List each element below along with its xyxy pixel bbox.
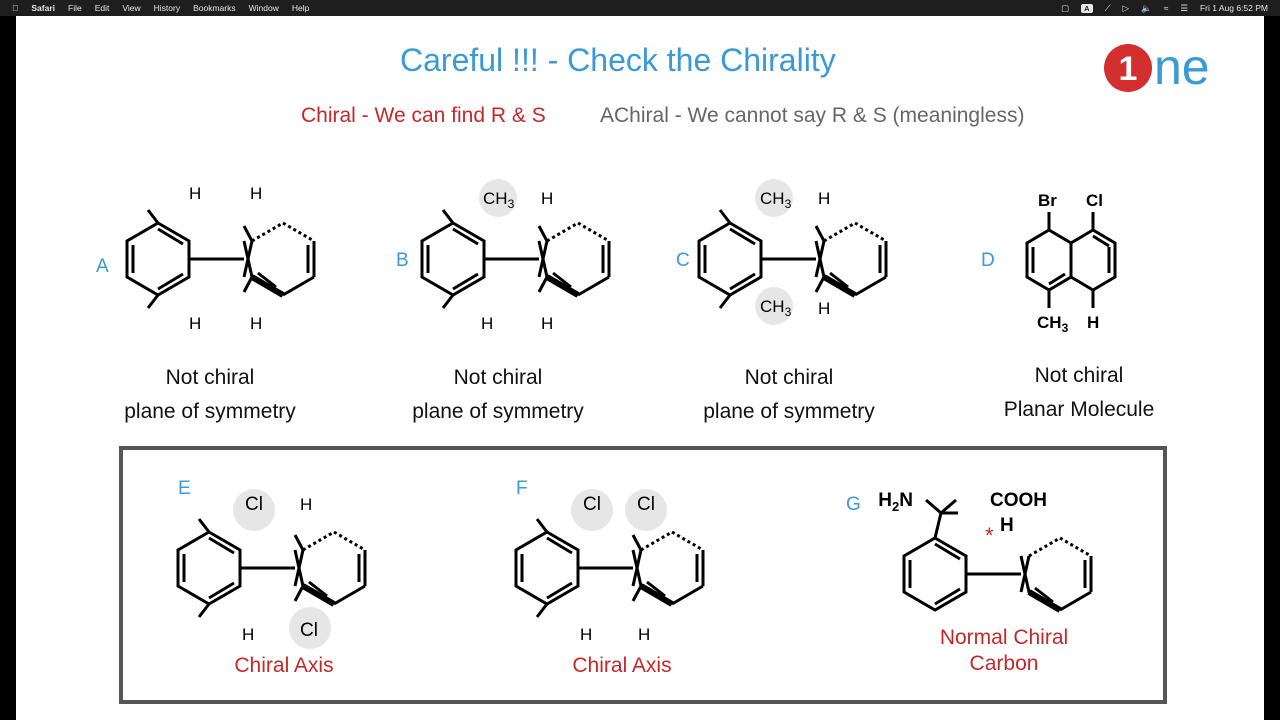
menu-edit[interactable]: Edit <box>88 3 103 13</box>
molecule-e <box>178 478 365 649</box>
apple-icon[interactable] <box>12 3 18 13</box>
menu-window[interactable]: Window <box>242 3 273 13</box>
molecule-b <box>396 179 609 333</box>
clock[interactable]: Fri 1 Aug 6:52 PM <box>1199 3 1268 13</box>
caption-e: Chiral Axis <box>234 654 334 677</box>
molecule-f <box>516 478 703 644</box>
label-e: E <box>178 478 191 499</box>
a-h3: H <box>250 184 263 203</box>
achiral-definition: AChiral - We cannot say R & S (meaningless) <box>600 104 1025 127</box>
menu-view[interactable]: View <box>115 3 135 13</box>
a-h2: H <box>189 314 202 333</box>
a-h1: H <box>189 184 202 203</box>
caption-a: Not chiral plane of symmetry <box>124 366 296 423</box>
d-br: Br <box>1038 191 1057 210</box>
e-cl1: Cl <box>245 494 263 515</box>
b-h3: H <box>541 314 554 333</box>
volume-icon[interactable]: 🔈 <box>1141 2 1152 13</box>
e-h1: H <box>300 495 313 514</box>
f-cl1: Cl <box>583 494 601 515</box>
label-b: B <box>396 250 409 271</box>
label-d: D <box>981 250 995 271</box>
svg-text:CH3: $CH_3$ <box>1037 313 1069 335</box>
f-cl2: Cl <box>637 494 655 515</box>
svg-text:CH3: $CH_3$ <box>760 189 792 211</box>
b-ch3: CH <box>483 189 508 208</box>
caption-d: Not chiral Planar Molecule <box>1003 364 1155 421</box>
caption-b: Not chiral plane of symmetry <box>412 366 584 423</box>
label-c: C <box>676 250 690 271</box>
c-h1: H <box>818 189 831 208</box>
menu-bookmarks[interactable]: Bookmarks <box>186 3 230 13</box>
svg-text:CH3: $CH_3$ <box>483 189 515 211</box>
screen-mirror-icon[interactable]: ▢ <box>1061 2 1070 13</box>
caption-g: Normal Chiral Carbon <box>939 626 1069 675</box>
svg-text:CH3: $CH_3$ <box>760 297 792 319</box>
c-ch3-bottom: CH <box>760 297 785 316</box>
g-cooh: COOH <box>990 490 1047 511</box>
f-h1: H <box>580 625 593 644</box>
menu-file[interactable]: File <box>61 3 76 13</box>
slide-title: Careful !!! - Check the Chirality <box>400 42 836 78</box>
label-f: F <box>516 478 528 499</box>
caption-c: Not chiral plane of symmetry <box>703 366 875 423</box>
control-center-icon[interactable]: ☰ <box>1180 2 1188 13</box>
menu-history[interactable]: History <box>147 3 174 13</box>
e-cl2: Cl <box>300 620 318 641</box>
logo-digit: 1 <box>1118 50 1138 88</box>
logo-text: ne <box>1154 39 1210 95</box>
slide <box>16 16 1264 720</box>
c-h2: H <box>818 299 831 318</box>
g-h2n: $H_2N$ <box>878 490 913 514</box>
molecule-c <box>676 179 886 325</box>
input-source-icon[interactable]: A <box>1081 4 1092 13</box>
b-h1: H <box>481 314 494 333</box>
caption-f: Chiral Axis <box>572 654 672 677</box>
d-ch3: CH <box>1037 313 1062 332</box>
a-h4: H <box>250 314 263 333</box>
c-ch3-top: CH <box>760 189 785 208</box>
label-a: A <box>96 256 109 277</box>
chiral-center-star: * <box>985 523 994 548</box>
menu-app-safari[interactable]: Safari <box>25 3 49 13</box>
d-h: H <box>1087 313 1100 332</box>
f-h2: H <box>638 625 651 644</box>
g-h: H <box>1000 515 1014 536</box>
d-cl: Cl <box>1086 191 1103 210</box>
menu-bar <box>0 0 1280 16</box>
chiral-definition: Chiral - We can find R & S <box>301 104 546 127</box>
b-h2: H <box>541 189 554 208</box>
pen-icon[interactable]: ⟋ <box>1104 2 1111 13</box>
label-g: G <box>846 494 861 515</box>
molecule-a <box>96 184 314 333</box>
wifi-icon[interactable]: ≈ <box>1163 3 1169 13</box>
menu-help[interactable]: Help <box>285 3 303 13</box>
molecule-d <box>981 191 1115 335</box>
play-icon[interactable]: ▷ <box>1122 2 1130 13</box>
e-h2: H <box>242 625 255 644</box>
molecule-g <box>846 490 1091 610</box>
